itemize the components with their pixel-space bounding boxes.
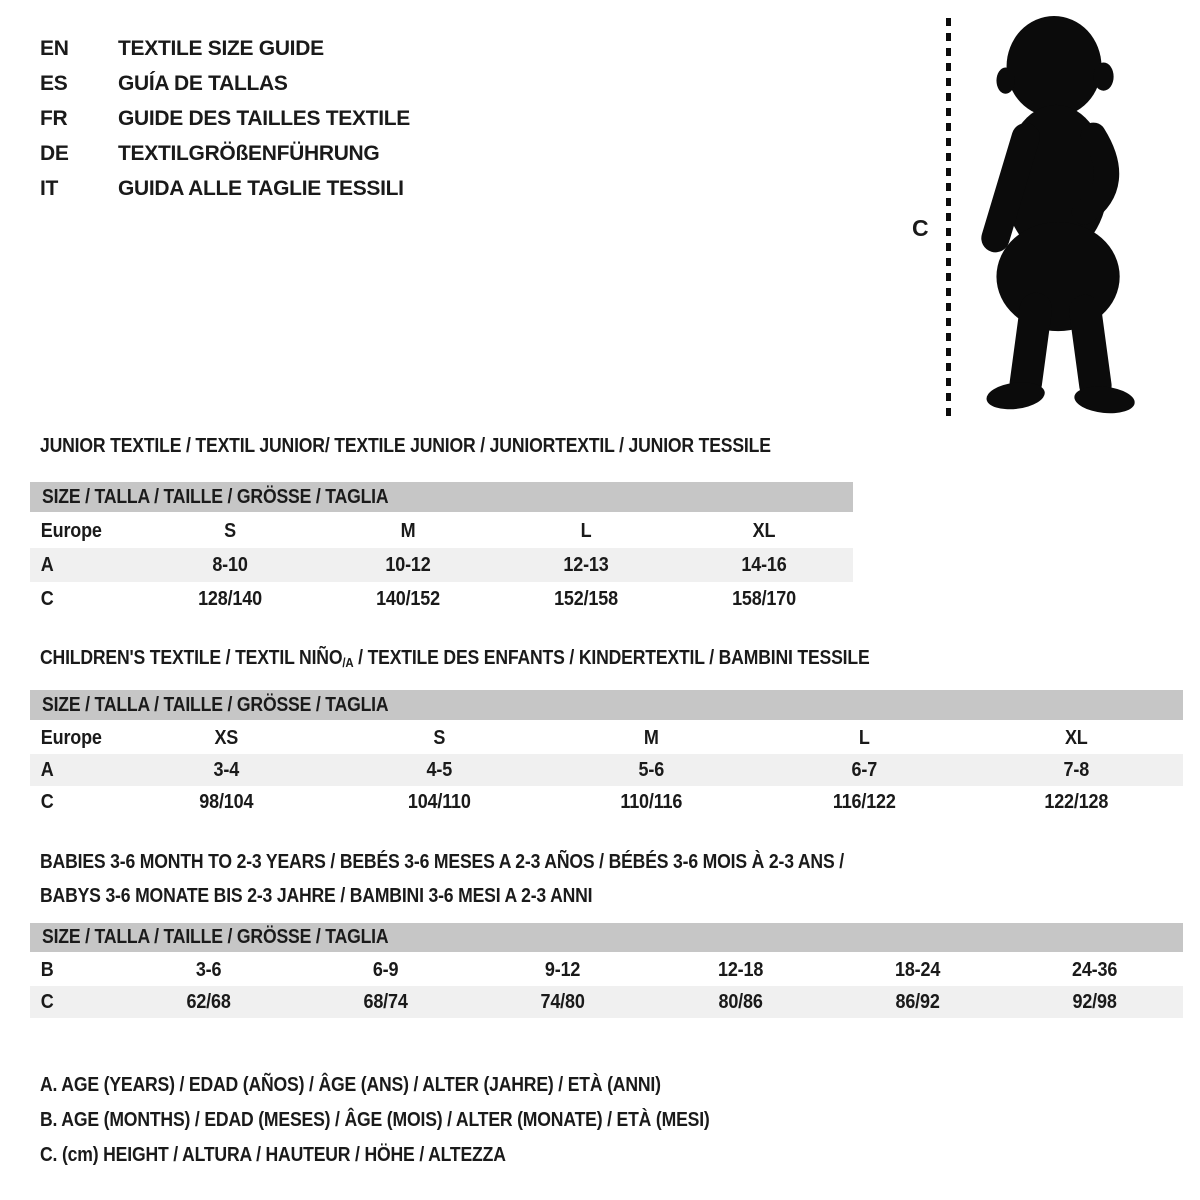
size-cell: XL <box>1065 726 1089 749</box>
junior-size-table <box>30 482 853 616</box>
size-cell: 18-24 <box>894 958 940 981</box>
guide-title: TEXTILGRÖßENFÜHRUNG <box>118 141 380 165</box>
height-measure-dashed-line <box>946 18 951 416</box>
table-row-europe: Europe XS S M L XL <box>30 722 1183 754</box>
legend-line-c: C. (cm) HEIGHT / ALTURA / HAUTEUR / HÖHE / ALTEZZA <box>40 1144 506 1166</box>
size-cell: 4-5 <box>426 758 452 781</box>
guide-title: TEXTILE SIZE GUIDE <box>118 36 324 60</box>
junior-section-title: JUNIOR TEXTILE / TEXTIL JUNIOR/ TEXTILE JUNIOR / JUNIORTEXTIL / JUNIOR TESSILE <box>40 435 771 457</box>
size-cell: 3-6 <box>195 958 222 981</box>
language-code: ES <box>40 71 68 95</box>
size-cell: 122/128 <box>1044 790 1109 813</box>
size-cell: 7-8 <box>1063 758 1090 781</box>
language-row-fr <box>40 101 410 136</box>
height-measure-label: C <box>912 215 929 241</box>
size-cell: 9-12 <box>545 958 581 981</box>
size-cell: S <box>432 726 445 749</box>
language-row-es <box>40 66 410 101</box>
guide-title: GUIDE DES TAILLES TEXTILE <box>118 106 410 130</box>
measure-legend <box>40 1068 801 1173</box>
size-cell: M <box>644 726 659 749</box>
size-cell: 104/110 <box>407 790 471 813</box>
toddler-silhouette-icon <box>962 14 1140 418</box>
size-cell: 14-16 <box>741 553 787 576</box>
size-cell: 62/68 <box>186 990 231 1013</box>
table-row-c: C 128/140 140/152 152/158 158/170 <box>30 582 853 616</box>
size-cell: XL <box>752 519 776 542</box>
language-row-en <box>40 31 410 66</box>
size-cell: 74/80 <box>540 990 585 1013</box>
size-cell: 98/104 <box>199 790 254 813</box>
size-cell: 116/122 <box>832 790 896 813</box>
table-row-a: A 3-4 4-5 5-6 6-7 7-8 <box>30 754 1183 786</box>
children-section-title: CHILDREN'S TEXTILE / TEXTIL NIÑO/A / TEXTILE DES ENFANTS / KINDERTEXTIL / BAMBINI TESSILE <box>40 647 870 670</box>
size-cell: 68/74 <box>363 990 408 1013</box>
size-cell: 110/116 <box>620 790 683 813</box>
size-cell: XS <box>214 726 239 749</box>
legend-line-b: B. AGE (MONTHS) / EDAD (MESES) / ÂGE (MOIS) / ALTER (MONATE) / ETÀ (MESI) <box>40 1109 710 1131</box>
table-row-europe: Europe S M L XL <box>30 514 853 548</box>
table-row-c: C 62/68 68/74 74/80 80/86 86/92 92/98 <box>30 986 1183 1018</box>
size-header-bar: SIZE / TALLA / TAILLE / GRÖSSE / TAGLIA <box>30 482 853 512</box>
size-cell: 86/92 <box>895 990 940 1013</box>
size-cell: 140/152 <box>376 587 440 610</box>
size-header-bar: SIZE / TALLA / TAILLE / GRÖSSE / TAGLIA <box>30 923 1183 952</box>
guide-title: GUÍA DE TALLAS <box>118 71 288 95</box>
legend-line-a: A. AGE (YEARS) / EDAD (AÑOS) / ÂGE (ANS) / ALTER (JAHRE) / ETÀ (ANNI) <box>40 1074 661 1096</box>
size-cell: 6-7 <box>851 758 877 781</box>
language-code: DE <box>40 141 69 165</box>
table-row-b: B 3-6 6-9 9-12 12-18 18-24 24-36 <box>30 954 1183 986</box>
size-cell: 92/98 <box>1072 990 1117 1013</box>
language-row-de <box>40 136 410 171</box>
size-cell: S <box>224 519 236 542</box>
size-cell: L <box>858 726 870 749</box>
babies-size-table <box>30 923 1183 1018</box>
language-row-it <box>40 171 410 206</box>
children-size-table <box>30 690 1183 818</box>
size-cell: L <box>580 519 592 542</box>
language-title-list <box>40 31 410 206</box>
size-cell: 158/170 <box>732 587 796 610</box>
size-cell: 128/140 <box>198 587 262 610</box>
size-header-bar: SIZE / TALLA / TAILLE / GRÖSSE / TAGLIA <box>30 690 1183 720</box>
guide-title: GUIDA ALLE TAGLIE TESSILI <box>118 176 404 200</box>
table-row-c: C 98/104 104/110 110/116 116/122 122/128 <box>30 786 1183 818</box>
size-cell: 10-12 <box>385 553 431 576</box>
language-code: FR <box>40 106 68 130</box>
size-cell: 3-4 <box>213 758 240 781</box>
babies-section-title: BABIES 3-6 MONTH TO 2-3 YEARS / BEBÉS 3-6 MESES A 2-3 AÑOS / BÉBÉS 3-6 MOIS À 2-3 ANS / BABYS 3-6 MONATE BIS 2-3 JAHRE / BAMBINI 3-6 MESI A 2-3 ANNI <box>40 851 844 907</box>
size-cell: 152/158 <box>554 587 618 610</box>
size-cell: 5-6 <box>638 758 665 781</box>
table-row-a: A 8-10 10-12 12-13 14-16 <box>30 548 853 582</box>
size-cell: M <box>400 519 416 542</box>
size-cell: 8-10 <box>212 553 248 576</box>
language-code: EN <box>40 36 69 60</box>
language-code: IT <box>40 176 59 200</box>
size-cell: 12-18 <box>717 958 763 981</box>
size-cell: 80/86 <box>718 990 763 1013</box>
size-cell: 24-36 <box>1071 958 1117 981</box>
size-cell: 12-13 <box>563 553 609 576</box>
size-cell: 6-9 <box>372 958 399 981</box>
